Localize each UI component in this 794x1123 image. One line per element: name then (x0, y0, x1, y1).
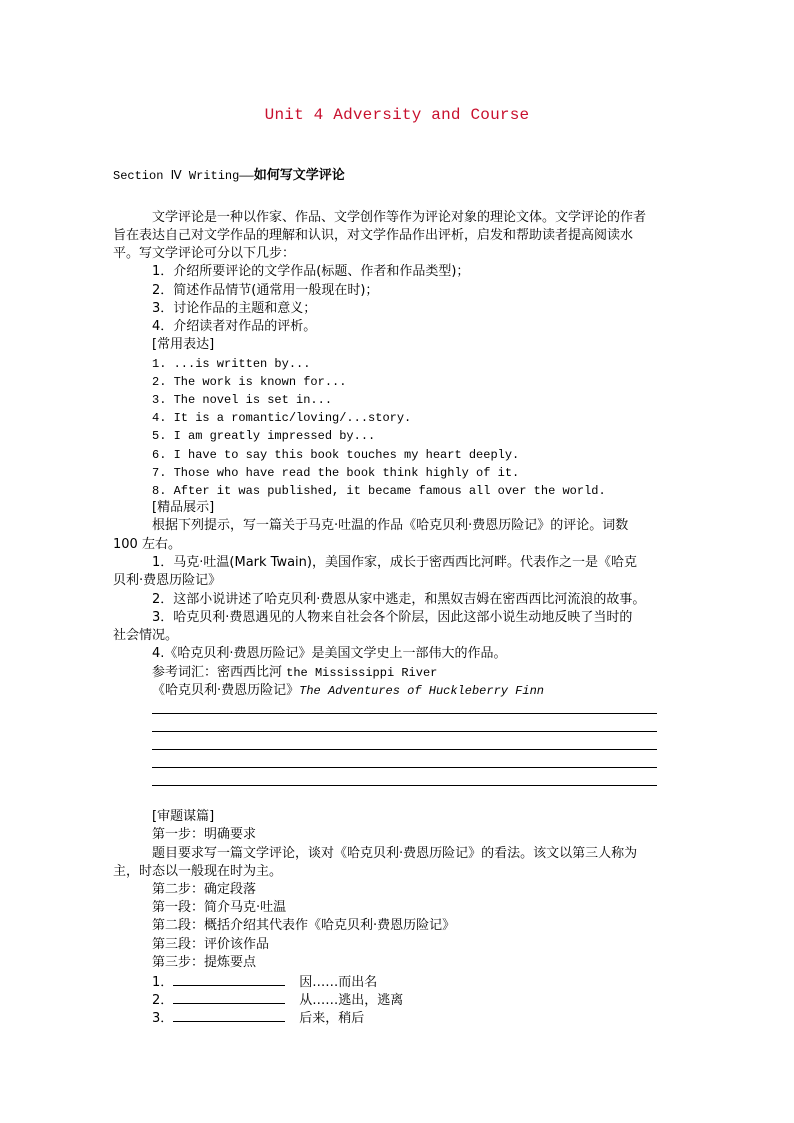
answer-line[interactable] (152, 749, 657, 750)
point-blank[interactable] (173, 1009, 285, 1022)
answer-line[interactable] (152, 767, 657, 768)
vocab-line (152, 665, 437, 681)
step-item: 1．介绍所要评论的文学作品(标题、作者和作品类型)； (152, 264, 470, 279)
task-line: 100 左右。 (113, 537, 181, 552)
expression-item: 2. The work is known for... (152, 375, 347, 389)
point-blank[interactable] (173, 973, 285, 986)
point-num: 1． (152, 975, 174, 990)
vocab-river: the Mississippi River (286, 666, 438, 680)
expression-item: 6. I have to say this book touches my heart deeply. (152, 448, 520, 462)
section-heading-zh: 如何写文学评论 (253, 168, 345, 183)
step1-text: 主，时态以一般现在时为主。 (113, 864, 283, 879)
point-blank[interactable] (173, 991, 285, 1004)
vocab-book-en: The Adventures of Huckleberry Finn (299, 684, 544, 698)
answer-line[interactable] (152, 731, 657, 732)
intro-line: 文学评论是一种以作家、作品、文学创作等作为评论对象的理论文体。文学评论的作者 (152, 210, 647, 225)
intro-line: 旨在表达自己对文学作品的理解和认识，对文学作品作出评析，启发和帮助读者提高阅读水 (113, 228, 634, 243)
expressions-heading: [常用表达] (152, 337, 215, 352)
vocab-label: 参考词汇：密西西比河 (152, 665, 287, 680)
prompt-line: 2．这部小说讲述了哈克贝利·费恩从家中逃走，和黑奴吉姆在密西西比河流浪的故事。 (152, 592, 646, 607)
prompt-line: 4.《哈克贝利·费恩历险记》是美国文学史上一部伟大的作品。 (152, 646, 507, 661)
intro-line: 平。写文学评论可分以下几步： (113, 246, 296, 261)
paragraph-item: 第一段：简介马克·吐温 (152, 900, 287, 915)
showcase-heading: [精品展示] (152, 500, 215, 515)
task-line: 根据下列提示，写一篇关于马克·吐温的作品《哈克贝利·费恩历险记》的评论。词数 (152, 518, 629, 533)
step-item: 3．讨论作品的主题和意义； (152, 301, 317, 316)
section-heading (113, 164, 345, 183)
page-title: Unit 4 Adversity and Course (264, 106, 530, 124)
point-num: 3． (152, 1011, 174, 1026)
answer-line[interactable] (152, 713, 657, 714)
expression-item: 1. ...is written by... (152, 357, 311, 371)
answer-line[interactable] (152, 785, 657, 786)
prompt-line: 1．马克·吐温(Mark Twain)，美国作家，成长于密西西比河畔。代表作之一是《哈克 (152, 555, 637, 570)
point-item (152, 991, 403, 1009)
vocab-book-zh: 《哈克贝利·费恩历险记》 (152, 683, 300, 698)
prompt-line: 贝利·费恩历险记》 (113, 573, 222, 588)
point-hint: 后来，稍后 (299, 1011, 365, 1026)
expression-item: 8. After it was published, it became famous all over the world. (152, 484, 606, 498)
prompt-line: 3．哈克贝利·费恩遇见的人物来自社会各个阶层，因此这部小说生动地反映了当时的 (152, 610, 633, 625)
step-item: 2．简述作品情节(通常用一般现在时)； (152, 283, 379, 298)
point-hint: 从……逃出，逃离 (299, 993, 404, 1008)
step3-heading: 第三步：提炼要点 (152, 955, 257, 970)
vocab-book-line (152, 683, 544, 699)
section-heading-en: Section Ⅳ Writing—— (113, 169, 254, 183)
expression-item: 4. It is a romantic/loving/...story. (152, 411, 412, 425)
analysis-heading: [审题谋篇] (152, 809, 215, 824)
point-item (152, 973, 377, 991)
paragraph-item: 第三段：评价该作品 (152, 937, 270, 952)
expression-item: 7. Those who have read the book think highly of it. (152, 466, 520, 480)
step1-text: 题目要求写一篇文学评论，谈对《哈克贝利·费恩历险记》的看法。该文以第三人称为 (152, 846, 638, 861)
point-item (152, 1009, 364, 1027)
step2-heading: 第二步：确定段落 (152, 882, 257, 897)
step1-heading: 第一步：明确要求 (152, 827, 257, 842)
point-hint: 因……而出名 (299, 975, 378, 990)
paragraph-item: 第二段：概括介绍其代表作《哈克贝利·费恩历险记》 (152, 918, 456, 933)
point-num: 2． (152, 993, 174, 1008)
expression-item: 3. The novel is set in... (152, 393, 333, 407)
step-item: 4．介绍读者对作品的评析。 (152, 319, 317, 334)
expression-item: 5. I am greatly impressed by... (152, 429, 376, 443)
prompt-line: 社会情况。 (113, 628, 179, 643)
